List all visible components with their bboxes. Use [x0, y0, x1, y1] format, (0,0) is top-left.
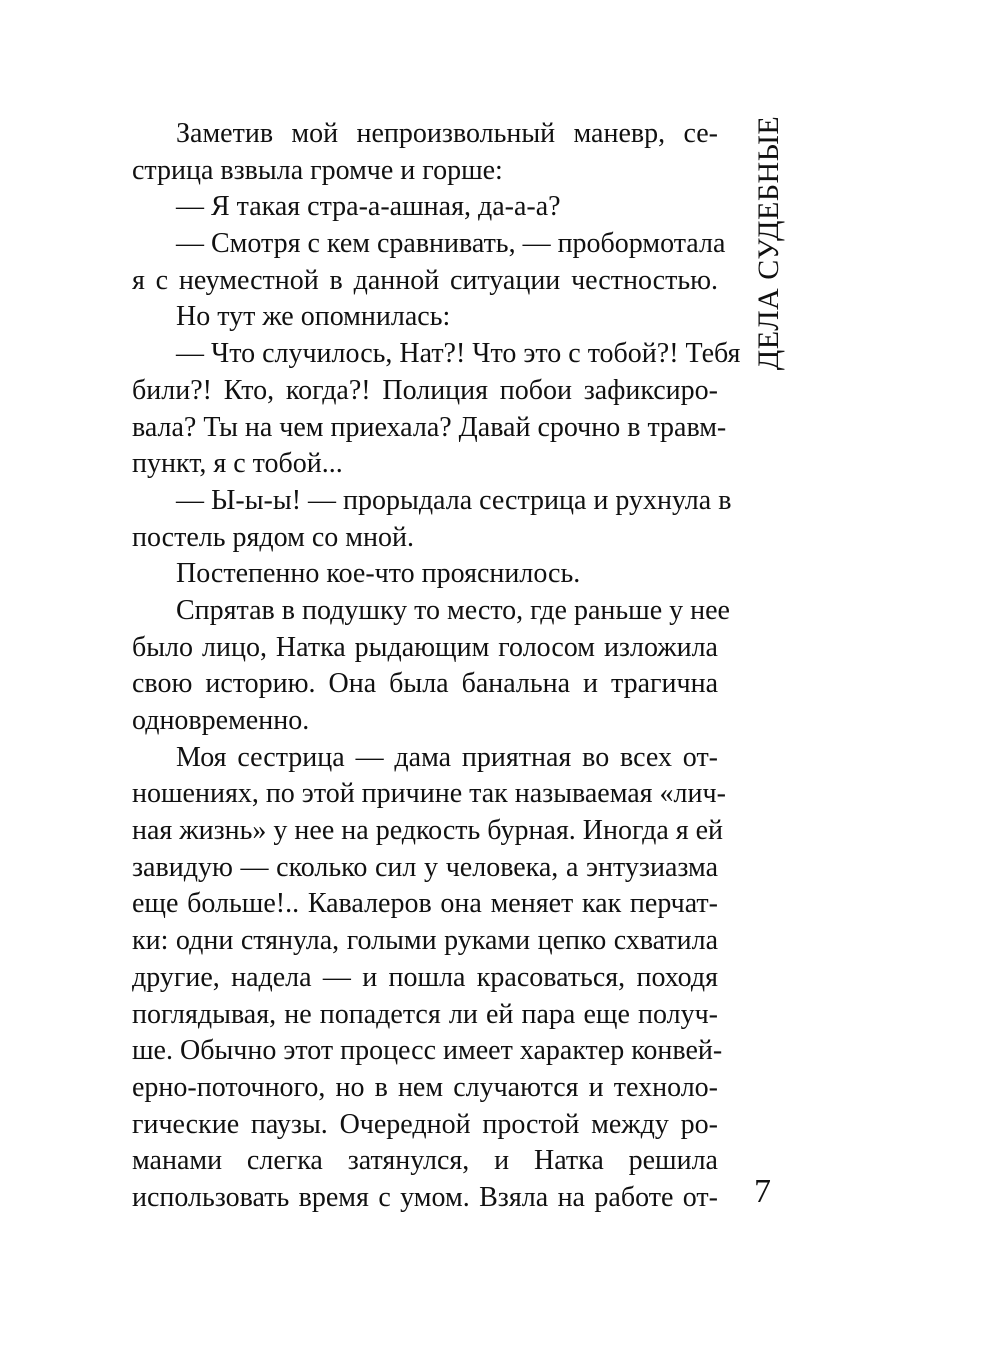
text-line: пункт, я с тобой... — [132, 448, 343, 480]
text-line: ношениях, по этой причине так называемая «лич- — [132, 778, 726, 810]
text-line: одновременно. — [132, 705, 310, 736]
page-number: 7 — [754, 1173, 771, 1210]
text-line: свою историю. Она была банальна и трагична — [132, 668, 718, 700]
text-line: Спрятав в подушку то место, где раньше у нее — [176, 594, 730, 626]
text-line: еще больше!.. Кавалеров она меняет как перчат- — [132, 888, 718, 920]
text-line: ерно-поточного, но в нем случаются и техноло- — [132, 1071, 718, 1103]
text-line: гические паузы. Очередной простой между ро- — [132, 1108, 718, 1140]
text-line: манами слегка затянулся, и Натка решила — [132, 1145, 718, 1177]
text-line: Но тут же опомнилась: — [176, 301, 451, 333]
text-line: Постепенно кое-что прояснилось. — [176, 558, 581, 590]
text-line: Заметив мой непроизвольный маневр, се- — [176, 118, 718, 149]
text-line: я с неуместной в данной ситуации честностью. — [132, 264, 718, 296]
text-line: использовать время с умом. Взяла на работе от- — [132, 1181, 718, 1213]
running-head — [741, 117, 797, 369]
text-line: другие, надела — и пошла красоваться, походя — [132, 961, 718, 993]
text-line: — Я такая стра-а-ашная, да-а-а? — [176, 191, 561, 223]
text-line: — Смотря с кем сравнивать, — пробормотала — [176, 228, 726, 260]
text-line: били?! Кто, когда?! Полиция побои зафиксиро- — [132, 374, 718, 406]
text-line: постель рядом со мной. — [132, 521, 414, 553]
text-line: вала? Ты на чем приехала? Давай срочно в травм- — [132, 411, 727, 443]
body-text — [132, 116, 741, 1217]
text-line: ше. Обычно этот процесс имеет характер конвей- — [132, 1035, 723, 1067]
text-line: Моя сестрица — дама приятная во всех от- — [176, 741, 718, 773]
text-line: завидую — сколько сил у человека, а энтузиазма — [132, 851, 718, 883]
text-line: было лицо, Натка рыдающим голосом изложила — [132, 631, 718, 663]
text-line: — Что случилось, Нат?! Что это с тобой?! Тебя — [176, 338, 741, 370]
text-line: поглядывая, не попадется ли ей пара еще получ- — [132, 998, 718, 1030]
running-head-text: ДЕЛА СУДЕБНЫЕ — [752, 115, 785, 371]
text-line: — Ы-ы-ы! — прорыдала сестрица и рухнула в — [176, 484, 732, 516]
text-line: ная жизнь» у нее на редкость бурная. Иногда я ей — [132, 815, 724, 847]
text-line: стрица взвыла громче и горше: — [132, 154, 503, 186]
text-line: ки: одни стянула, голыми руками цепко схватила — [132, 925, 718, 957]
